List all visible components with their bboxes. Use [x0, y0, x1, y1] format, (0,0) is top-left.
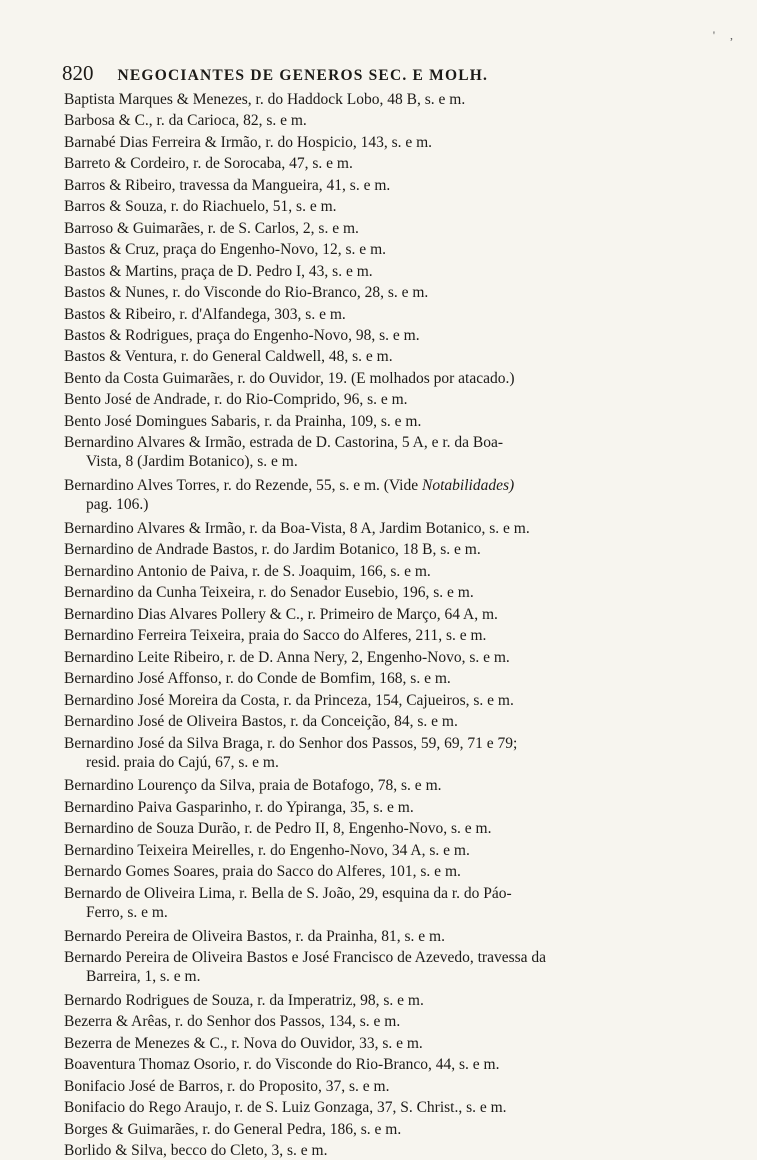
entry-line: Bernardino Lourenço da Silva, praia de Botafogo, 78, s. e m.: [64, 777, 442, 795]
directory-entry: [64, 1055, 700, 1074]
entry-line: Bernardino José da Silva Braga, r. do Senhor dos Passos, 59, 69, 71 e 79;: [64, 734, 518, 752]
directory-entry: [64, 948, 700, 986]
entry-line: Borlido & Silva, becco do Cleto, 3, s. e m.: [64, 1142, 328, 1160]
page-header: [62, 62, 642, 87]
directory-entry: [64, 433, 700, 471]
directory-entry: [64, 991, 700, 1010]
entry-line: Baptista Marques & Menezes, r. do Haddock Lobo, 48 B, s. e m.: [64, 91, 466, 108]
directory-entry: [64, 197, 700, 216]
entry-line: Barbosa & C., r. da Carioca, 82, s. e m.: [64, 112, 307, 130]
directory-entry: [64, 111, 700, 130]
directory-entry: [64, 262, 700, 281]
entry-line: Borges & Guimarães, r. do General Pedra, 186, s. e m.: [64, 1120, 402, 1138]
entry-line: Bastos & Cruz, praça do Engenho-Novo, 12, s. e m.: [64, 241, 386, 259]
entry-line: Barroso & Guimarães, r. de S. Carlos, 2, s. e m.: [64, 219, 359, 237]
directory-entry: [64, 669, 700, 688]
entry-line: Bezerra & Arêas, r. do Senhor dos Passos, 134, s. e m.: [64, 1013, 401, 1031]
entry-line: Bernardo Pereira de Oliveira Bastos, r. da Prainha, 81, s. e m.: [64, 927, 445, 945]
entry-line: Ferro, s. e m.: [86, 903, 168, 921]
directory-entry: [64, 562, 700, 581]
entry-line: Bezerra de Menezes & C., r. Nova do Ouvidor, 33, s. e m.: [64, 1034, 423, 1052]
entry-line: Bernardo Gomes Soares, praia do Sacco do Alferes, 101, s. e m.: [64, 863, 461, 881]
directory-entry: [64, 1034, 700, 1053]
directory-entry: [64, 1012, 700, 1031]
directory-entry: [64, 240, 700, 259]
entry-line: Bernardino Teixeira Meirelles, r. do Engenho-Novo, 34 A, s. e m.: [64, 841, 470, 859]
entry-line: Bernardino Ferreira Teixeira, praia do Sacco do Alferes, 211, s. e m.: [64, 627, 487, 645]
entry-line: Bastos & Ventura, r. do General Caldwell, 48, s. e m.: [64, 348, 393, 366]
running-title: NEGOCIANTES DE GENEROS SEC. E MOLH.: [117, 67, 489, 84]
directory-entry: [64, 712, 700, 731]
directory-entry: [64, 626, 700, 645]
directory-entry: [64, 476, 700, 514]
entry-line: Bento José de Andrade, r. do Rio-Comprido, 96, s. e m.: [64, 391, 408, 409]
entry-line: Boaventura Thomaz Osorio, r. do Visconde do Rio-Branco, 44, s. e m.: [64, 1056, 500, 1074]
entry-line: Bento da Costa Guimarães, r. do Ouvidor, 19. (E molhados por atacado.): [64, 369, 515, 387]
directory-entry: [64, 369, 700, 388]
entry-line: Bernardino José de Oliveira Bastos, r. da Conceição, 84, s. e m.: [64, 713, 458, 731]
entry-line: Barreto & Cordeiro, r. de Sorocaba, 47, s. e m.: [64, 155, 353, 173]
directory-entry: [64, 219, 700, 238]
directory-entry: [64, 691, 700, 710]
directory-entry: [64, 798, 700, 817]
entry-line: Bernardino Alves Torres, r. do Rezende, 55, s. e m. (Vide Notabilidades): [64, 477, 515, 495]
directory-entry: [64, 390, 700, 409]
entry-line: Bernardino Antonio de Paiva, r. de S. Joaquim, 166, s. e m.: [64, 562, 431, 580]
entry-line: Bernardino Leite Ribeiro, r. de D. Anna Nery, 2, Engenho-Novo, s. e m.: [64, 648, 510, 666]
entry-line: Bastos & Nunes, r. do Visconde do Rio-Branco, 28, s. e m.: [64, 284, 429, 302]
entry-line: Bernardino Alvares & Irmão, r. da Boa-Vista, 8 A, Jardim Botanico, s. e m.: [64, 520, 530, 537]
entry-line: Bonifacio José de Barros, r. do Proposito, 37, s. e m.: [64, 1077, 390, 1095]
directory-entry: [64, 583, 700, 602]
entry-line: Bernardo de Oliveira Lima, r. Bella de S. João, 29, esquina da r. do Páo-: [64, 884, 512, 902]
entry-line: Bento José Domingues Sabaris, r. da Prainha, 109, s. e m.: [64, 412, 422, 430]
entry-italic-reference: Notabilidades): [422, 477, 515, 495]
entry-line: Bernardino de Andrade Bastos, r. do Jardim Botanico, 18 B, s. e m.: [64, 541, 481, 559]
directory-entry: [64, 133, 700, 152]
directory-entry: [64, 347, 700, 366]
directory-entry: [64, 605, 700, 624]
directory-entry: [64, 1120, 700, 1139]
directory-entry: [64, 90, 700, 109]
entry-line: Bernardino José Moreira da Costa, r. da Princeza, 154, Cajueiros, s. e m.: [64, 691, 514, 709]
entry-line: Bastos & Rodrigues, praça do Engenho-Novo, 98, s. e m.: [64, 326, 420, 344]
entry-line: Vista, 8 (Jardim Botanico), s. e m.: [86, 453, 298, 471]
entry-line: Bernardo Rodrigues de Souza, r. da Imperatriz, 98, s. e m.: [64, 991, 424, 1009]
entry-line: Barnabé Dias Ferreira & Irmão, r. do Hospicio, 143, s. e m.: [64, 133, 433, 151]
directory-entry: [64, 776, 700, 795]
directory-entry: [64, 862, 700, 881]
directory-entry: [64, 1098, 700, 1117]
directory-entry: [64, 326, 700, 345]
entry-line: Barros & Souza, r. do Riachuelo, 51, s. e m.: [64, 198, 337, 216]
directory-entry: [64, 1077, 700, 1096]
directory-entry: [64, 648, 700, 667]
entry-line: pag. 106.): [86, 496, 149, 514]
directory-entry: [64, 884, 700, 922]
directory-entry: [64, 734, 700, 772]
entry-line: resid. praia do Cajú, 67, s. e m.: [86, 753, 279, 771]
entry-line: Barreira, 1, s. e m.: [86, 968, 201, 985]
entry-line: Bernardino Alvares & Irmão, estrada de D. Castorina, 5 A, e r. da Boa-: [64, 434, 504, 452]
directory-entry: [64, 412, 700, 431]
entry-line: Bastos & Martins, praça de D. Pedro I, 43, s. e m.: [64, 262, 373, 280]
directory-entry: [64, 540, 700, 559]
directory-entry: [64, 841, 700, 860]
entry-line: Bernardino de Souza Durão, r. de Pedro II, 8, Engenho-Novo, s. e m.: [64, 820, 492, 838]
corner-mark: ' ,: [712, 28, 739, 42]
entry-line: Barros & Ribeiro, travessa da Mangueira, 41, s. e m.: [64, 176, 391, 194]
entry-line: Bernardino Paiva Gasparinho, r. do Ypiranga, 35, s. e m.: [64, 798, 414, 816]
directory-entry: [64, 283, 700, 302]
directory-entry: [64, 1141, 700, 1160]
directory-entry: [64, 305, 700, 324]
entry-line: Bernardo Pereira de Oliveira Bastos e José Francisco de Azevedo, travessa da: [64, 949, 547, 966]
entry-line: Bonifacio do Rego Araujo, r. de S. Luiz Gonzaga, 37, S. Christ., s. e m.: [64, 1099, 507, 1117]
directory-entry: [64, 927, 700, 946]
directory-entry: [64, 154, 700, 173]
directory-entry: [64, 176, 700, 195]
entry-line: Bernardino Dias Alvares Pollery & C., r. Primeiro de Março, 64 A, m.: [64, 605, 498, 623]
entry-line: Bastos & Ribeiro, r. d'Alfandega, 303, s. e m.: [64, 305, 346, 323]
entry-line: Bernardino da Cunha Teixeira, r. do Senador Eusebio, 196, s. e m.: [64, 584, 474, 602]
directory-entry: [64, 819, 700, 838]
entry-line: Bernardino José Affonso, r. do Conde de Bomfim, 168, s. e m.: [64, 670, 451, 688]
directory-entry: [64, 519, 700, 538]
page-number: 820: [62, 61, 94, 85]
